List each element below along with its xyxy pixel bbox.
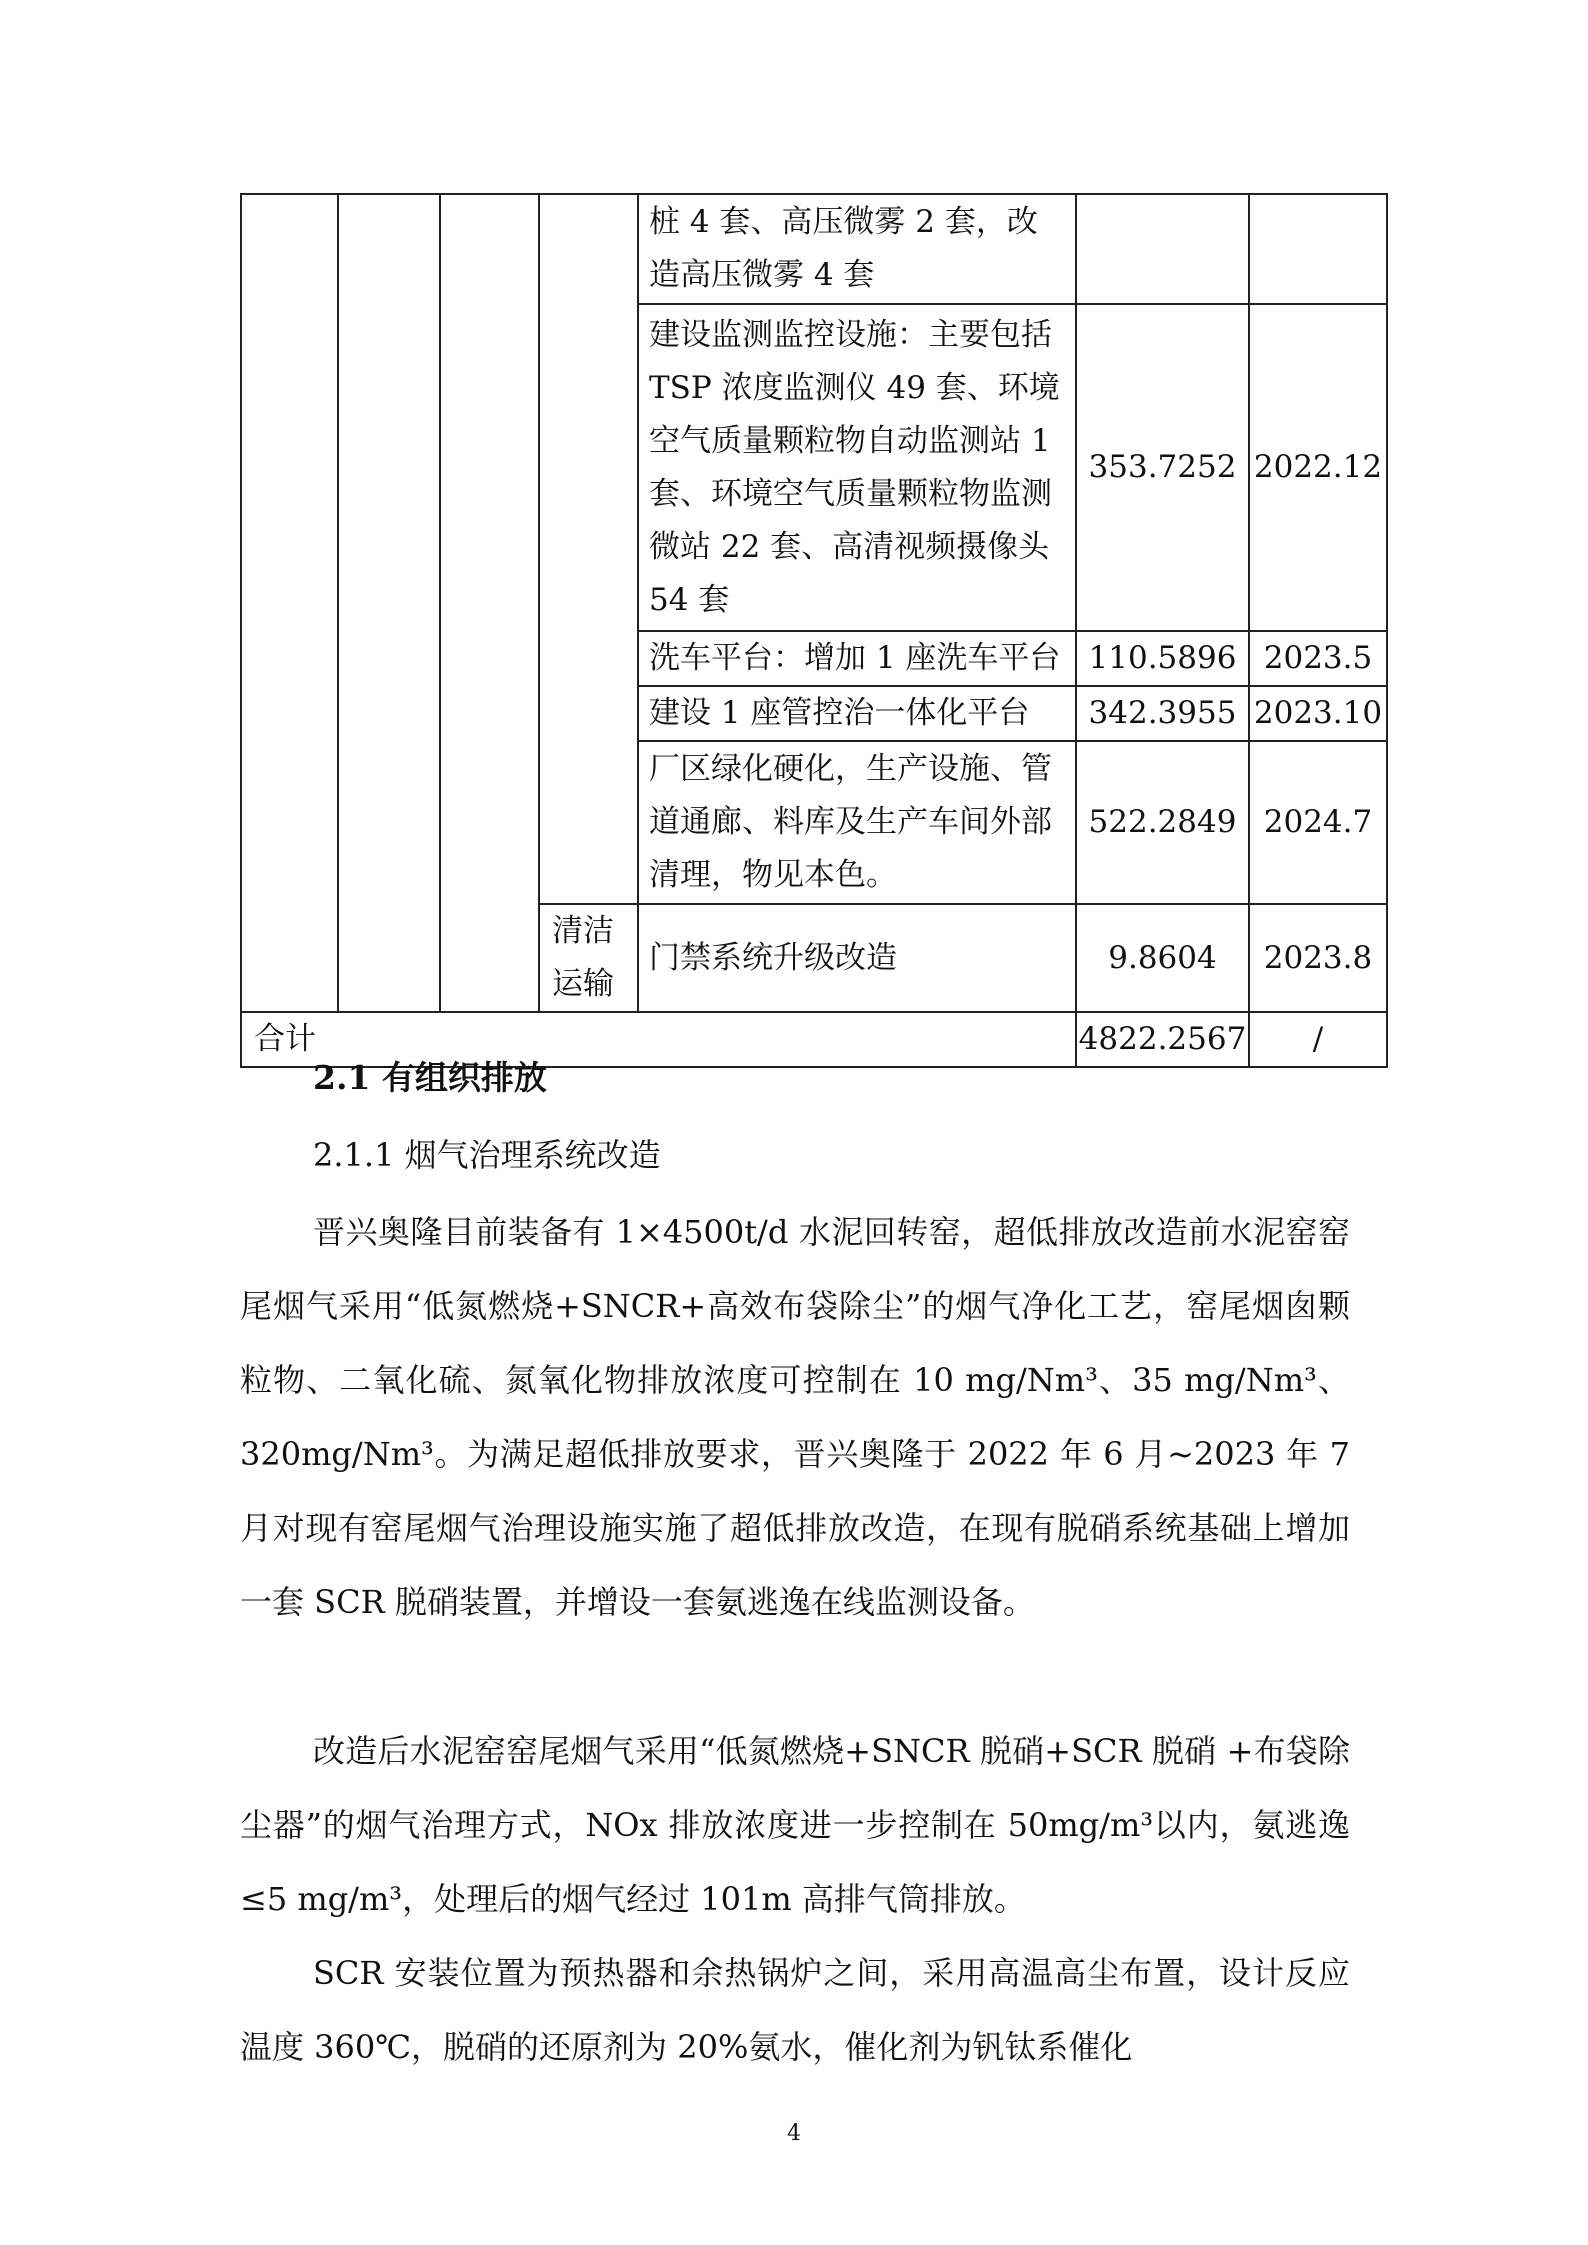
date-cell: 2023.5 xyxy=(1249,631,1387,686)
subsection-title: 2.1.1 烟气治理系统改造 xyxy=(313,1136,661,1174)
cost-cell: 353.7252 xyxy=(1076,304,1249,631)
total-label: 合计 xyxy=(241,1012,1076,1067)
date-cell: 2023.8 xyxy=(1249,904,1387,1012)
table-row xyxy=(241,194,1387,304)
paragraph-text: 晋兴奥隆目前装备有 1×4500t/d 水泥回转窑，超低排放改造前水泥窑窑尾烟气采用“低氮燃烧+SNCR+高效布袋除尘”的烟气净化工艺，窑尾烟囱颗粒物、二氧化硫、氮氧化物排放浓度可控制在 10 mg/Nm³、35 mg/Nm³、320mg/Nm³。为满足超低排放要求，晋兴奥隆于 2022 年 6 月~2023 年 7 月对现有窑尾烟气治理设施实施了超低排放改造，在现有脱硝系统基础上增加一套 SCR 脱硝装置，并增设一套氨逃逸在线监测设备。 xyxy=(240,1213,1350,1621)
measure-cell: 门禁系统升级改造 xyxy=(638,904,1076,1012)
merged-cell-col1 xyxy=(241,194,338,1012)
merged-cell-col4 xyxy=(539,194,638,904)
cost-cell: 522.2849 xyxy=(1076,741,1249,904)
paragraph-text: 改造后水泥窑窑尾烟气采用“低氮燃烧+SNCR 脱硝+SCR 脱硝 +布袋除尘器”的烟气治理方式，NOx 排放浓度进一步控制在 50mg/m³以内，氨逃逸≤5 mg/m³，处理后的烟气经过 101m 高排气筒排放。 xyxy=(240,1732,1350,1918)
merged-cell-col2 xyxy=(338,194,440,1012)
paragraph-3 xyxy=(240,1936,1350,2084)
measure-cell: 建设 1 座管控治一体化平台 xyxy=(638,686,1076,741)
date-cell: 2024.7 xyxy=(1249,741,1387,904)
paragraph-1 xyxy=(240,1195,1350,1639)
date-cell: 2022.12 xyxy=(1249,304,1387,631)
project-table xyxy=(240,193,1388,1068)
paragraph-text: SCR 安装位置为预热器和余热锅炉之间，采用高温高尘布置，设计反应温度 360℃，脱硝的还原剂为 20%氨水，催化剂为钒钛系催化 xyxy=(240,1954,1350,2066)
page-number: 4 xyxy=(787,2121,801,2146)
date-cell xyxy=(1249,194,1387,304)
total-cost: 4822.2567 xyxy=(1076,1012,1249,1067)
merged-cell-col3 xyxy=(440,194,539,1012)
measure-cell: 洗车平台：增加 1 座洗车平台 xyxy=(638,631,1076,686)
total-date: / xyxy=(1249,1012,1387,1067)
cost-cell: 9.8604 xyxy=(1076,904,1249,1012)
cost-cell: 110.5896 xyxy=(1076,631,1249,686)
cost-cell: 342.3955 xyxy=(1076,686,1249,741)
category-cell: 清洁运输 xyxy=(539,904,638,1012)
date-cell: 2023.10 xyxy=(1249,686,1387,741)
cost-cell xyxy=(1076,194,1249,304)
measure-cell: 厂区绿化硬化，生产设施、管道通廊、料库及生产车间外部清理，物见本色。 xyxy=(638,741,1076,904)
measure-cell: 桩 4 套、高压微雾 2 套，改造高压微雾 4 套 xyxy=(638,194,1076,304)
section-title: 2.1 有组织排放 xyxy=(313,1058,547,1097)
measure-cell: 建设监测监控设施：主要包括 TSP 浓度监测仪 49 套、环境空气质量颗粒物自动监测站 1 套、环境空气质量颗粒物监测微站 22 套、高清视频摄像头 54 套 xyxy=(638,304,1076,631)
paragraph-2 xyxy=(240,1714,1350,1936)
